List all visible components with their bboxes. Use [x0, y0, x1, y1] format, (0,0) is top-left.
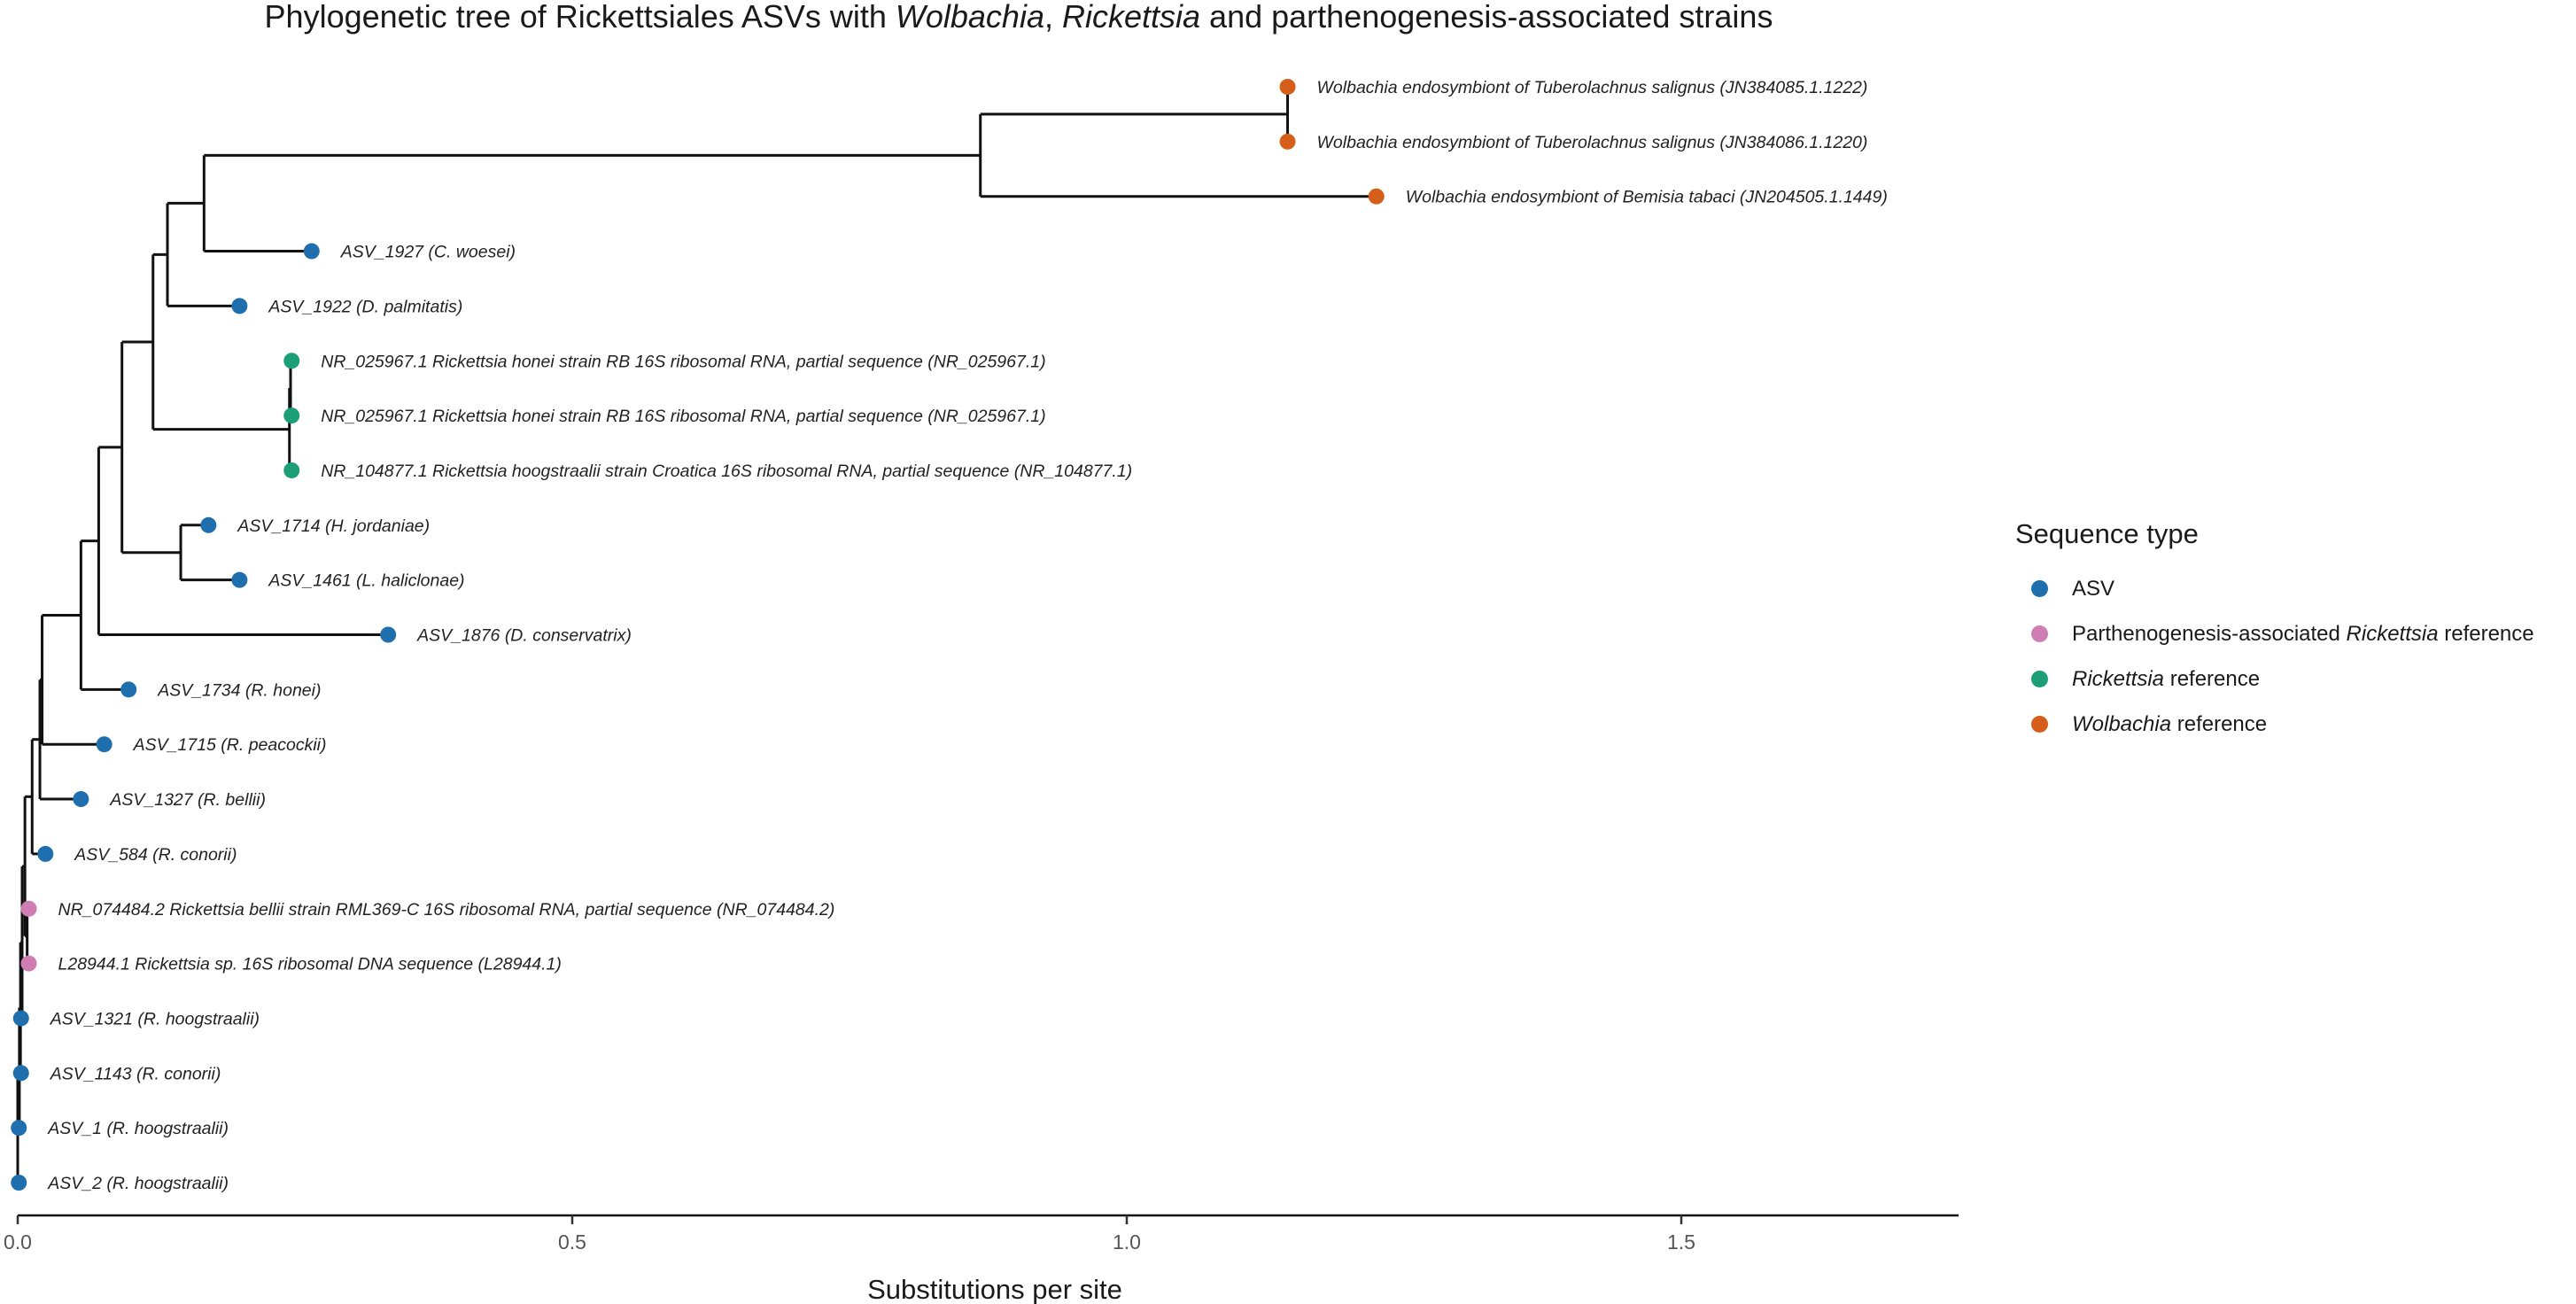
tip-label: Wolbachia endosymbiont of Bemisia tabaci (JN204505.1.1449) [1405, 187, 1888, 207]
legend-label: Rickettsia reference [2072, 666, 2261, 691]
tip-label: ASV_584 (R. conorii) [74, 844, 237, 865]
tip-point [200, 517, 216, 533]
x-tick-label: 1.0 [1113, 1230, 1141, 1254]
tip-point [231, 572, 247, 588]
tip-point [11, 1120, 27, 1136]
chart-title-segment: Wolbachia [895, 0, 1044, 35]
legend-swatch [2031, 671, 2048, 687]
tip-point [120, 681, 136, 697]
tip-point [231, 298, 247, 314]
tip-label: ASV_1714 (H. jordaniae) [237, 516, 431, 536]
legend-title: Sequence type [2015, 518, 2199, 549]
x-tick-label: 0.0 [4, 1230, 32, 1254]
tip-point [11, 1175, 27, 1191]
tip-point [73, 791, 89, 807]
chart-title-segment: , [1044, 0, 1062, 35]
tip-label: NR_025967.1 Rickettsia honei strain RB 16S ribosomal RNA, partial sequence (NR_025967.1) [321, 407, 1046, 427]
tip-label: ASV_2 (R. hoogstraalii) [48, 1174, 229, 1193]
tip-point [380, 627, 396, 643]
tip-label: ASV_1143 (R. conorii) [50, 1064, 221, 1084]
legend-item-rickettsia [2015, 656, 2576, 702]
tip-point [37, 846, 53, 862]
tip-label: NR_074484.2 Rickettsia bellii strain RML369-C 16S ribosomal RNA, partial sequence (NR_074484.2) [58, 899, 835, 920]
legend-label: Wolbachia reference [2072, 711, 2268, 736]
tip-point [1369, 189, 1385, 205]
tip-point [283, 353, 299, 369]
legend-swatch [2031, 716, 2048, 733]
legend [2015, 518, 2576, 747]
tip-label: ASV_1876 (D. conservatrix) [417, 625, 632, 646]
tip-point [21, 956, 37, 972]
tip-label: Wolbachia endosymbiont of Tuberolachnus salignus (JN384086.1.1220) [1316, 132, 1868, 152]
legend-items [2015, 566, 2576, 747]
tip-label: ASV_1321 (R. hoogstraalii) [50, 1009, 260, 1029]
tip-point [21, 901, 37, 917]
x-axis [4, 1215, 1959, 1254]
legend-label: Parthenogenesis-associated Rickettsia reference [2072, 621, 2534, 646]
tip-label: NR_025967.1 Rickettsia honei strain RB 16S ribosomal RNA, partial sequence (NR_025967.1) [321, 352, 1046, 372]
tip-label: ASV_1 (R. hoogstraalii) [48, 1119, 229, 1139]
tip-point [13, 1065, 29, 1081]
chart-title-segment: and parthenogenesis-associated strains [1200, 0, 1773, 35]
tip-label: ASV_1715 (R. peacockii) [133, 735, 327, 756]
chart-title-segment: Rickettsia [1062, 0, 1201, 35]
tip-label: ASV_1927 (C. woesei) [340, 242, 516, 262]
tip-point [304, 244, 320, 260]
tip-label: Wolbachia endosymbiont of Tuberolachnus salignus (JN384085.1.1222) [1316, 78, 1868, 97]
legend-item-parthenogenesis [2015, 611, 2576, 656]
legend-swatch [2031, 580, 2048, 597]
legend-item-wolbachia [2015, 702, 2576, 747]
legend-swatch [2031, 625, 2048, 642]
chart-title-segment: Phylogenetic tree of Rickettsiales ASVs with [264, 0, 896, 35]
tip-label: NR_104877.1 Rickettsia hoogstraalii strain Croatica 16S ribosomal RNA, partial sequence (NR_104877.1) [321, 461, 1133, 481]
x-tick-label: 0.5 [558, 1230, 586, 1254]
tip-label: ASV_1734 (R. honei) [158, 680, 322, 701]
tip-label: L28944.1 Rickettsia sp. 16S ribosomal DNA sequence (L28944.1) [58, 954, 562, 974]
tip-point [283, 408, 299, 423]
tip-label: ASV_1461 (L. haliclonae) [268, 570, 465, 591]
legend-label: ASV [2072, 576, 2115, 601]
x-tick-label: 1.5 [1667, 1230, 1695, 1254]
tip-point [13, 1010, 29, 1026]
tip-point [97, 736, 113, 752]
tip-point [1280, 79, 1296, 95]
tip-point [283, 462, 299, 478]
tip-label: ASV_1327 (R. bellii) [110, 790, 266, 811]
tip-point [1280, 134, 1296, 150]
tip-label: ASV_1922 (D. palmitatis) [268, 297, 463, 317]
x-axis-title: Substitutions per site [867, 1274, 1122, 1304]
legend-item-asv [2015, 566, 2576, 611]
